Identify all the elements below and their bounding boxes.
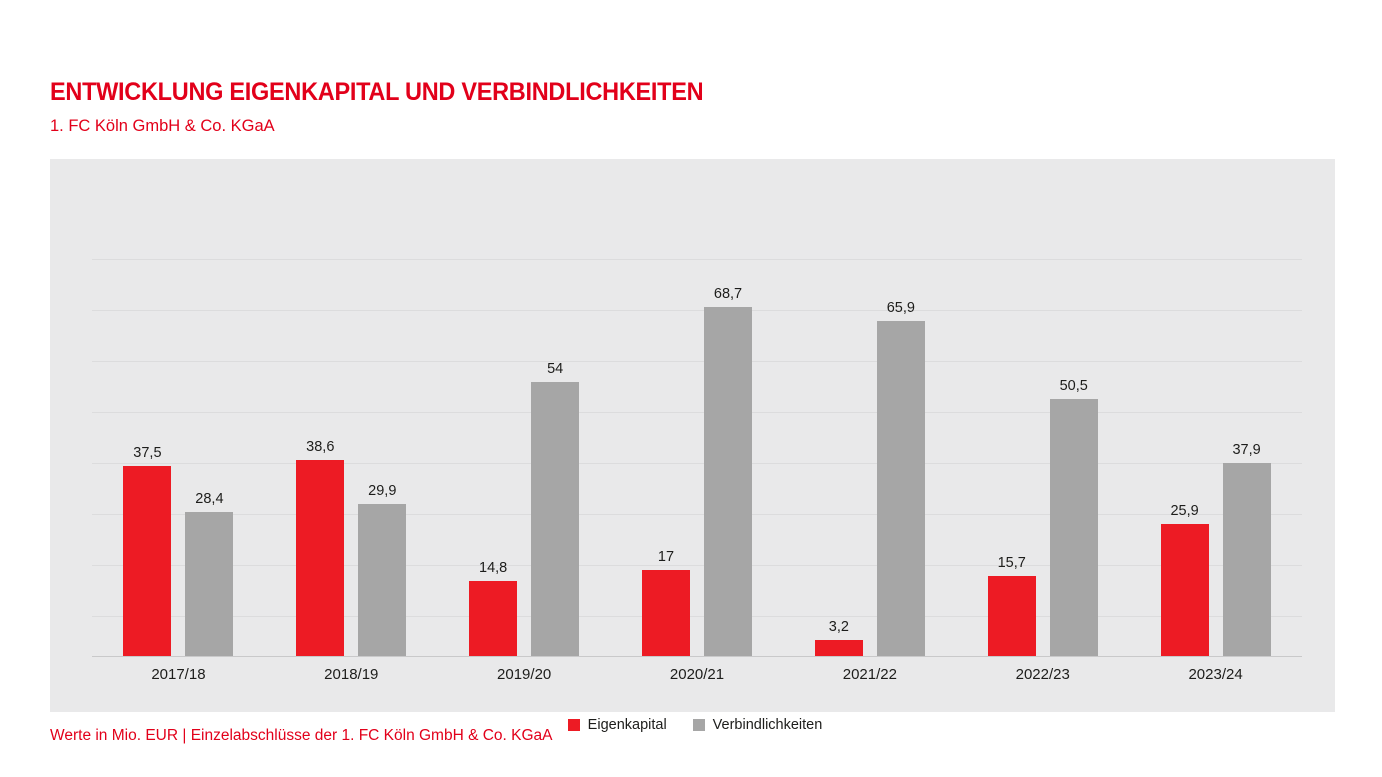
x-tick-label: 2021/22 (842, 666, 897, 683)
bar-item (185, 204, 233, 656)
bar-item (877, 204, 925, 656)
bar-verbindlichkeiten[interactable] (1050, 399, 1098, 656)
bar-group (438, 204, 611, 656)
bar-groups (92, 204, 1302, 656)
bar-eigenkapital[interactable] (988, 576, 1036, 656)
bar-item (123, 204, 171, 656)
bar-value-label: 25,9 (1170, 503, 1199, 519)
bar-item (469, 204, 517, 656)
bar-value-label: 54 (547, 361, 564, 377)
bar-group (265, 204, 438, 656)
bar-item (1161, 204, 1209, 656)
bar-eigenkapital[interactable] (1161, 524, 1209, 656)
legend-label: Verbindlichkeiten (712, 717, 823, 733)
bar-value-label: 17 (657, 549, 675, 565)
x-tick-label: 2017/18 (151, 666, 206, 683)
bar-group (956, 204, 1129, 656)
bar-group (1129, 204, 1302, 656)
bar-value-label: 14,8 (479, 560, 508, 576)
x-axis (92, 656, 1302, 657)
bar-group (783, 204, 956, 656)
bar-item (1223, 204, 1271, 656)
bar-value-label: 3,2 (828, 619, 849, 635)
page-title: ENTWICKLUNG EIGENKAPITAL UND VERBINDLICHKEITEN (50, 78, 704, 106)
bar-value-label: 29,9 (368, 483, 397, 499)
bar-verbindlichkeiten[interactable] (1223, 463, 1271, 656)
bar-eigenkapital[interactable] (469, 581, 517, 656)
legend-swatch-icon (693, 719, 705, 731)
bar-item (815, 204, 863, 656)
bar-verbindlichkeiten[interactable] (185, 512, 233, 656)
page-subtitle: 1. FC Köln GmbH & Co. KGaA (50, 117, 275, 135)
bar-item (1050, 204, 1098, 656)
bar-item (642, 204, 690, 656)
x-axis-labels (92, 666, 1302, 683)
bar-eigenkapital[interactable] (296, 460, 344, 656)
x-tick-label: 2020/21 (669, 666, 725, 683)
legend-item-verbindlichkeiten[interactable] (693, 717, 823, 733)
bar-value-label: 15,7 (997, 555, 1026, 571)
bar-item (531, 204, 579, 656)
bar-eigenkapital[interactable] (123, 466, 171, 656)
plot-area (70, 204, 1320, 774)
bar-verbindlichkeiten[interactable] (704, 307, 752, 656)
bar-verbindlichkeiten[interactable] (531, 382, 579, 656)
bar-item (358, 204, 406, 656)
bar-verbindlichkeiten[interactable] (358, 504, 406, 656)
x-tick-label: 2023/24 (1188, 666, 1243, 683)
x-tick-label: 2022/23 (1015, 666, 1070, 683)
bar-value-label: 37,5 (133, 445, 162, 461)
bar-eigenkapital[interactable] (642, 570, 690, 656)
bar-item (704, 204, 752, 656)
bar-value-label: 28,4 (195, 491, 224, 507)
chart-footnote: Werte in Mio. EUR | Einzelabschlüsse der 1. FC Köln GmbH & Co. KGaA (50, 727, 553, 744)
bar-value-label: 38,6 (306, 439, 335, 455)
x-tick-label: 2018/19 (324, 666, 379, 683)
bar-item (988, 204, 1036, 656)
bar-eigenkapital[interactable] (815, 640, 863, 656)
bar-verbindlichkeiten[interactable] (877, 321, 925, 656)
chart-container (50, 159, 1335, 733)
bar-value-label: 50,5 (1059, 378, 1088, 394)
bar-group (92, 204, 265, 656)
legend-swatch-icon (568, 719, 580, 731)
legend-label: Eigenkapital (587, 717, 667, 733)
bar-value-label: 68,7 (713, 286, 743, 302)
bar-item (296, 204, 344, 656)
bar-value-label: 65,9 (886, 300, 915, 316)
bar-value-label: 37,9 (1232, 442, 1261, 458)
legend-item-eigenkapital[interactable] (568, 717, 667, 733)
bar-group (611, 204, 784, 656)
x-tick-label: 2019/20 (497, 666, 552, 683)
